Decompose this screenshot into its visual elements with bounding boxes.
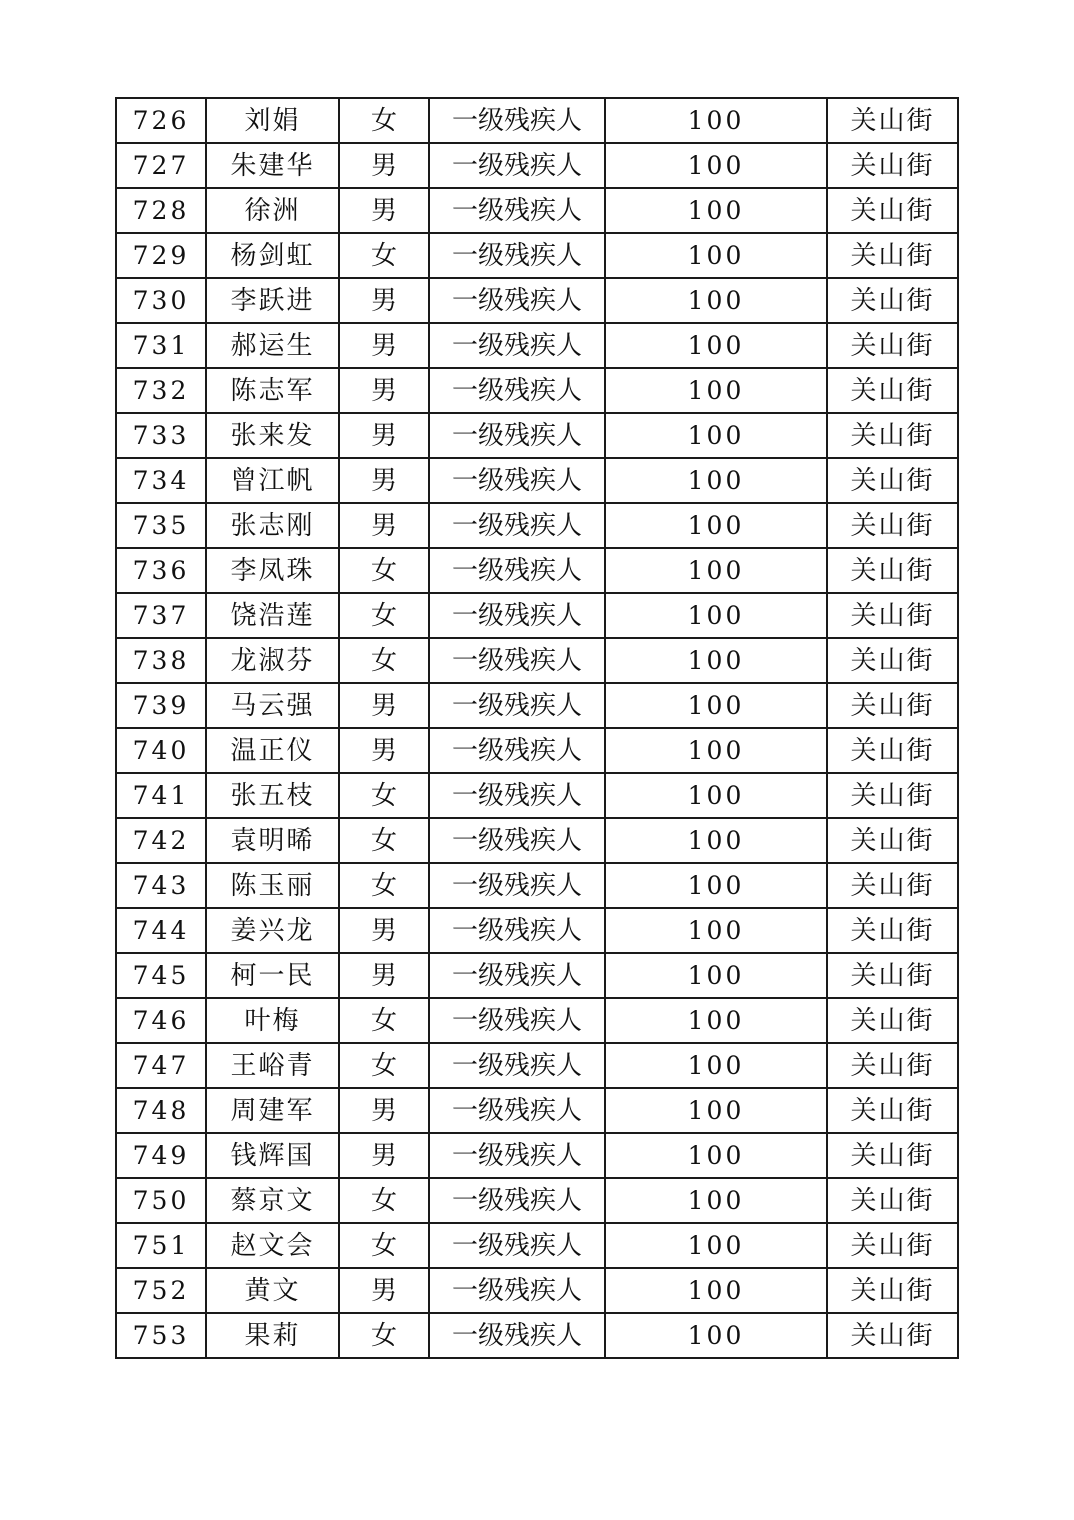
- gender-cell: 男: [339, 458, 429, 503]
- category-cell: 一级残疾人: [429, 188, 605, 233]
- roster-body: [116, 98, 958, 1358]
- gender-cell: 女: [339, 1178, 429, 1223]
- amount-cell: 100: [605, 818, 827, 863]
- name-cell: 王峪青: [206, 1043, 339, 1088]
- gender-cell: 男: [339, 368, 429, 413]
- gender-cell: 女: [339, 1223, 429, 1268]
- street-cell: 关山街: [827, 278, 958, 323]
- category-cell: 一级残疾人: [429, 908, 605, 953]
- row-number: 746: [116, 998, 206, 1043]
- table-row: [116, 1268, 958, 1313]
- name-cell: 陈玉丽: [206, 863, 339, 908]
- gender-cell: 女: [339, 818, 429, 863]
- amount-cell: 100: [605, 953, 827, 998]
- row-number: 729: [116, 233, 206, 278]
- row-number: 750: [116, 1178, 206, 1223]
- gender-cell: 男: [339, 908, 429, 953]
- category-cell: 一级残疾人: [429, 98, 605, 143]
- street-cell: 关山街: [827, 503, 958, 548]
- street-cell: 关山街: [827, 188, 958, 233]
- gender-cell: 男: [339, 503, 429, 548]
- category-cell: 一级残疾人: [429, 323, 605, 368]
- street-cell: 关山街: [827, 323, 958, 368]
- roster-table: [115, 97, 959, 1359]
- table-row: [116, 143, 958, 188]
- row-number: 731: [116, 323, 206, 368]
- table-row: [116, 233, 958, 278]
- street-cell: 关山街: [827, 143, 958, 188]
- street-cell: 关山街: [827, 98, 958, 143]
- amount-cell: 100: [605, 323, 827, 368]
- category-cell: 一级残疾人: [429, 368, 605, 413]
- gender-cell: 男: [339, 413, 429, 458]
- amount-cell: 100: [605, 1043, 827, 1088]
- gender-cell: 女: [339, 98, 429, 143]
- amount-cell: 100: [605, 998, 827, 1043]
- gender-cell: 男: [339, 953, 429, 998]
- name-cell: 饶浩莲: [206, 593, 339, 638]
- row-number: 733: [116, 413, 206, 458]
- name-cell: 叶梅: [206, 998, 339, 1043]
- table-row: [116, 728, 958, 773]
- name-cell: 黄文: [206, 1268, 339, 1313]
- amount-cell: 100: [605, 1133, 827, 1178]
- table-row: [116, 683, 958, 728]
- gender-cell: 女: [339, 233, 429, 278]
- amount-cell: 100: [605, 908, 827, 953]
- gender-cell: 男: [339, 683, 429, 728]
- amount-cell: 100: [605, 233, 827, 278]
- table-row: [116, 458, 958, 503]
- gender-cell: 男: [339, 728, 429, 773]
- street-cell: 关山街: [827, 1133, 958, 1178]
- category-cell: 一级残疾人: [429, 1178, 605, 1223]
- name-cell: 曾江帆: [206, 458, 339, 503]
- name-cell: 张志刚: [206, 503, 339, 548]
- gender-cell: 女: [339, 638, 429, 683]
- row-number: 726: [116, 98, 206, 143]
- category-cell: 一级残疾人: [429, 503, 605, 548]
- table-row: [116, 413, 958, 458]
- table-row: [116, 863, 958, 908]
- category-cell: 一级残疾人: [429, 593, 605, 638]
- row-number: 739: [116, 683, 206, 728]
- street-cell: 关山街: [827, 818, 958, 863]
- row-number: 753: [116, 1313, 206, 1358]
- table-row: [116, 773, 958, 818]
- street-cell: 关山街: [827, 1268, 958, 1313]
- category-cell: 一级残疾人: [429, 1043, 605, 1088]
- street-cell: 关山街: [827, 1178, 958, 1223]
- name-cell: 赵文会: [206, 1223, 339, 1268]
- name-cell: 杨剑虹: [206, 233, 339, 278]
- table-row: [116, 1088, 958, 1133]
- gender-cell: 男: [339, 1088, 429, 1133]
- amount-cell: 100: [605, 728, 827, 773]
- amount-cell: 100: [605, 1313, 827, 1358]
- category-cell: 一级残疾人: [429, 863, 605, 908]
- gender-cell: 男: [339, 143, 429, 188]
- name-cell: 朱建华: [206, 143, 339, 188]
- table-row: [116, 278, 958, 323]
- street-cell: 关山街: [827, 863, 958, 908]
- gender-cell: 女: [339, 773, 429, 818]
- row-number: 737: [116, 593, 206, 638]
- name-cell: 张来发: [206, 413, 339, 458]
- table-row: [116, 1178, 958, 1223]
- gender-cell: 男: [339, 188, 429, 233]
- name-cell: 徐洲: [206, 188, 339, 233]
- row-number: 741: [116, 773, 206, 818]
- name-cell: 姜兴龙: [206, 908, 339, 953]
- name-cell: 蔡京文: [206, 1178, 339, 1223]
- row-number: 742: [116, 818, 206, 863]
- table-row: [116, 368, 958, 413]
- amount-cell: 100: [605, 638, 827, 683]
- amount-cell: 100: [605, 143, 827, 188]
- amount-cell: 100: [605, 1178, 827, 1223]
- amount-cell: 100: [605, 413, 827, 458]
- street-cell: 关山街: [827, 683, 958, 728]
- row-number: 735: [116, 503, 206, 548]
- table-row: [116, 1043, 958, 1088]
- row-number: 740: [116, 728, 206, 773]
- gender-cell: 女: [339, 1043, 429, 1088]
- table-row: [116, 188, 958, 233]
- row-number: 738: [116, 638, 206, 683]
- table-row: [116, 323, 958, 368]
- name-cell: 柯一民: [206, 953, 339, 998]
- name-cell: 李跃进: [206, 278, 339, 323]
- table-row: [116, 1223, 958, 1268]
- amount-cell: 100: [605, 458, 827, 503]
- street-cell: 关山街: [827, 593, 958, 638]
- gender-cell: 女: [339, 998, 429, 1043]
- gender-cell: 男: [339, 1133, 429, 1178]
- gender-cell: 女: [339, 863, 429, 908]
- category-cell: 一级残疾人: [429, 998, 605, 1043]
- row-number: 743: [116, 863, 206, 908]
- amount-cell: 100: [605, 503, 827, 548]
- row-number: 751: [116, 1223, 206, 1268]
- street-cell: 关山街: [827, 728, 958, 773]
- amount-cell: 100: [605, 188, 827, 233]
- category-cell: 一级残疾人: [429, 773, 605, 818]
- row-number: 736: [116, 548, 206, 593]
- category-cell: 一级残疾人: [429, 953, 605, 998]
- category-cell: 一级残疾人: [429, 1313, 605, 1358]
- row-number: 745: [116, 953, 206, 998]
- amount-cell: 100: [605, 548, 827, 593]
- amount-cell: 100: [605, 368, 827, 413]
- name-cell: 张五枝: [206, 773, 339, 818]
- category-cell: 一级残疾人: [429, 143, 605, 188]
- gender-cell: 女: [339, 1313, 429, 1358]
- row-number: 752: [116, 1268, 206, 1313]
- street-cell: 关山街: [827, 548, 958, 593]
- row-number: 747: [116, 1043, 206, 1088]
- table-row: [116, 1133, 958, 1178]
- amount-cell: 100: [605, 863, 827, 908]
- street-cell: 关山街: [827, 1223, 958, 1268]
- category-cell: 一级残疾人: [429, 413, 605, 458]
- street-cell: 关山街: [827, 908, 958, 953]
- street-cell: 关山街: [827, 1313, 958, 1358]
- amount-cell: 100: [605, 1268, 827, 1313]
- amount-cell: 100: [605, 683, 827, 728]
- name-cell: 钱辉国: [206, 1133, 339, 1178]
- category-cell: 一级残疾人: [429, 638, 605, 683]
- row-number: 727: [116, 143, 206, 188]
- street-cell: 关山街: [827, 368, 958, 413]
- table-row: [116, 98, 958, 143]
- name-cell: 温正仪: [206, 728, 339, 773]
- street-cell: 关山街: [827, 998, 958, 1043]
- category-cell: 一级残疾人: [429, 1223, 605, 1268]
- street-cell: 关山街: [827, 638, 958, 683]
- amount-cell: 100: [605, 773, 827, 818]
- category-cell: 一级残疾人: [429, 548, 605, 593]
- gender-cell: 男: [339, 278, 429, 323]
- table-row: [116, 1313, 958, 1358]
- amount-cell: 100: [605, 278, 827, 323]
- gender-cell: 男: [339, 323, 429, 368]
- name-cell: 袁明晞: [206, 818, 339, 863]
- row-number: 734: [116, 458, 206, 503]
- name-cell: 果莉: [206, 1313, 339, 1358]
- row-number: 749: [116, 1133, 206, 1178]
- gender-cell: 女: [339, 593, 429, 638]
- table-row: [116, 638, 958, 683]
- street-cell: 关山街: [827, 953, 958, 998]
- street-cell: 关山街: [827, 233, 958, 278]
- category-cell: 一级残疾人: [429, 1268, 605, 1313]
- table-row: [116, 998, 958, 1043]
- category-cell: 一级残疾人: [429, 1133, 605, 1178]
- name-cell: 刘娟: [206, 98, 339, 143]
- street-cell: 关山街: [827, 458, 958, 503]
- gender-cell: 男: [339, 1268, 429, 1313]
- table-row: [116, 593, 958, 638]
- name-cell: 马云强: [206, 683, 339, 728]
- table-row: [116, 548, 958, 593]
- table-row: [116, 953, 958, 998]
- category-cell: 一级残疾人: [429, 683, 605, 728]
- row-number: 744: [116, 908, 206, 953]
- row-number: 730: [116, 278, 206, 323]
- table-row: [116, 908, 958, 953]
- name-cell: 周建军: [206, 1088, 339, 1133]
- name-cell: 龙淑芬: [206, 638, 339, 683]
- category-cell: 一级残疾人: [429, 458, 605, 503]
- street-cell: 关山街: [827, 1043, 958, 1088]
- row-number: 748: [116, 1088, 206, 1133]
- street-cell: 关山街: [827, 413, 958, 458]
- category-cell: 一级残疾人: [429, 728, 605, 773]
- street-cell: 关山街: [827, 1088, 958, 1133]
- amount-cell: 100: [605, 1223, 827, 1268]
- amount-cell: 100: [605, 1088, 827, 1133]
- name-cell: 李凤珠: [206, 548, 339, 593]
- gender-cell: 女: [339, 548, 429, 593]
- category-cell: 一级残疾人: [429, 278, 605, 323]
- name-cell: 陈志军: [206, 368, 339, 413]
- table-row: [116, 503, 958, 548]
- row-number: 732: [116, 368, 206, 413]
- category-cell: 一级残疾人: [429, 1088, 605, 1133]
- name-cell: 郝运生: [206, 323, 339, 368]
- table-row: [116, 818, 958, 863]
- amount-cell: 100: [605, 593, 827, 638]
- amount-cell: 100: [605, 98, 827, 143]
- category-cell: 一级残疾人: [429, 233, 605, 278]
- row-number: 728: [116, 188, 206, 233]
- street-cell: 关山街: [827, 773, 958, 818]
- category-cell: 一级残疾人: [429, 818, 605, 863]
